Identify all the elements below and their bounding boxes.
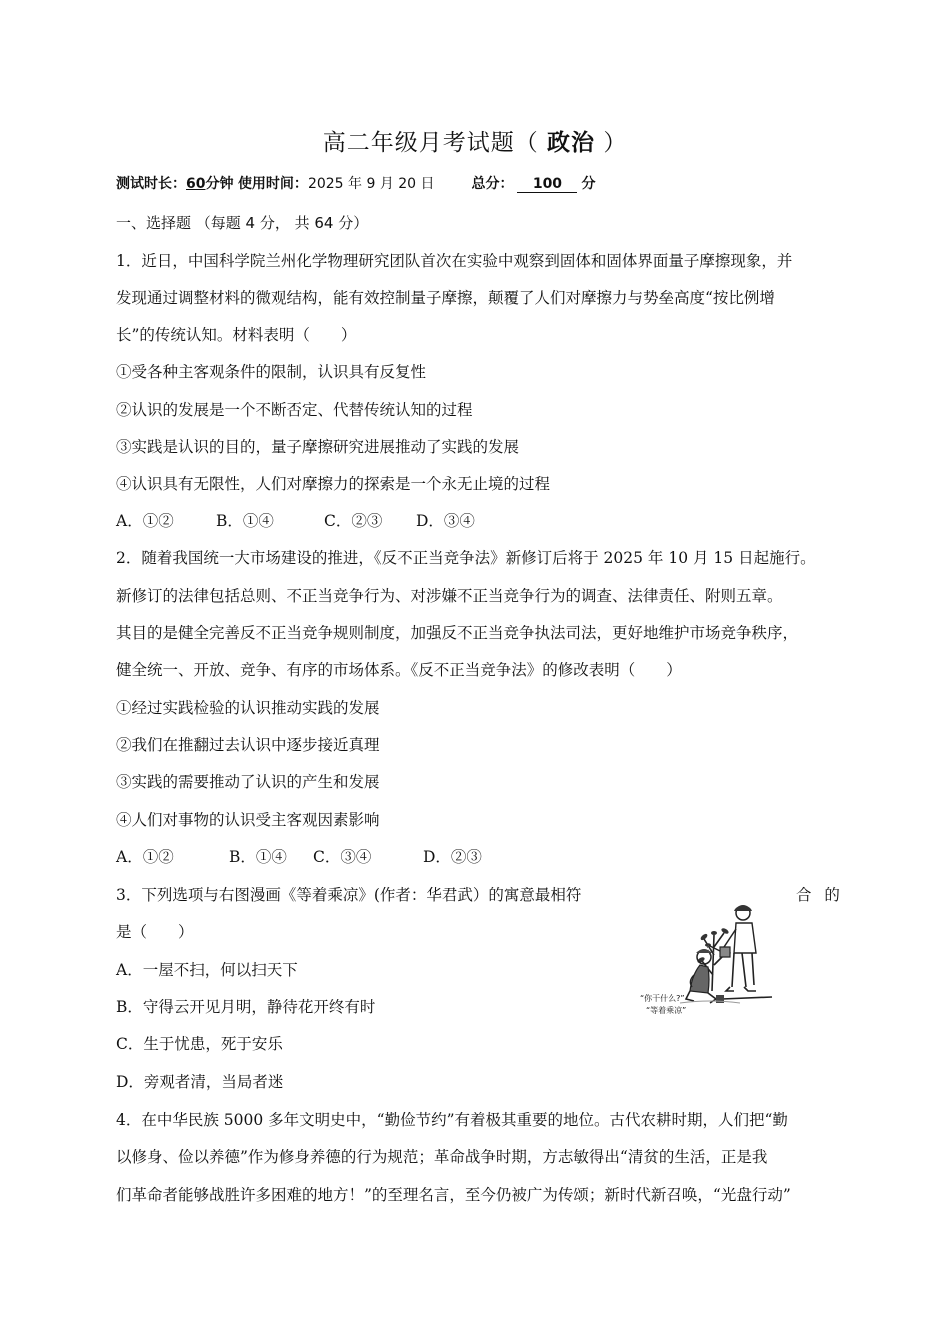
score-value: 100: [517, 176, 577, 193]
cartoon-caption-2: “等着乘凉”: [646, 1006, 687, 1015]
q3-option-d: D．旁观者清，当局者迷: [116, 1073, 284, 1091]
q2-option-b: B．①④: [229, 848, 287, 866]
q2-line: 健全统一、开放、竞争、有序的市场体系。《反不正当竞争法》的修改表明（ ）: [116, 661, 682, 679]
q1-line: 1．近日，中国科学院兰州化学物理研究团队首次在实验中观察到固体和固体界面量子摩擦现象，并: [116, 252, 793, 270]
q1-item: ③实践是认识的目的，量子摩擦研究进展推动了实践的发展: [116, 438, 520, 456]
cartoon-drawing: [630, 895, 780, 1020]
cartoon-caption-1: “你干什么?”: [640, 994, 685, 1003]
score-unit: 分: [581, 176, 596, 192]
page-title: [0, 124, 950, 157]
q3-line: 3．下列选项与右图漫画《等着乘凉》(作者：华君武）的寓意最相符: [116, 886, 582, 904]
q1-line: 发现通过调整材料的微观结构，能有效控制量子摩擦，颠覆了人们对摩擦力与势垒高度“按比例增: [116, 289, 775, 307]
q3-option-b: B．守得云开见月明，静待花开终有时: [116, 998, 376, 1016]
q2-option-a: A．①②: [116, 848, 174, 866]
q3-line-right: 合 的: [796, 886, 840, 904]
q1-item: ①受各种主客观条件的限制，认识具有反复性: [116, 363, 427, 381]
q2-line: 其目的是健全完善反不正当竞争规则制度，加强反不正当竞争执法司法，更好地维护市场竞争秩序，: [116, 624, 799, 642]
q4-line: 以修身、俭以养德”作为修身养德的行为规范；革命战争时期，方志敏得出“清贫的生活，正是我: [116, 1148, 768, 1166]
section-heading: 一、选择题 （每题 4 分， 共 64 分）: [116, 214, 369, 232]
duration-unit: 分钟: [205, 176, 234, 192]
title-main: 高二年级月考试题（: [322, 130, 539, 156]
q1-option-d: D．③④: [416, 512, 475, 530]
q4-line: 4．在中华民族 5000 多年文明史中，“勤俭节约”有着极其重要的地位。古代农耕时期，人们把“勤: [116, 1111, 788, 1129]
exam-meta: [116, 173, 595, 193]
q3-option-a: A．一屋不扫，何以扫天下: [116, 961, 298, 979]
q2-option-c: C．③④: [313, 848, 372, 866]
title-close: ）: [603, 130, 628, 156]
q2-line: 新修订的法律包括总则、不正当竞争行为、对涉嫌不正当竞争行为的调查、法律责任、附则五章。: [116, 587, 783, 605]
q1-options: [116, 511, 475, 531]
q1-item: ②认识的发展是一个不断否定、代替传统认知的过程: [116, 401, 473, 419]
score-label: 总分：: [471, 176, 514, 192]
q2-options: [116, 847, 482, 867]
q3-option-c: C．生于忧患，死于安乐: [116, 1035, 283, 1053]
cartoon-image: [630, 895, 780, 1020]
q2-item: ③实践的需要推动了认识的产生和发展: [116, 773, 380, 791]
q2-line: 2．随着我国统一大市场建设的推进，《反不正当竞争法》新修订后将于 2025 年 10 月 15 日起施行。: [116, 549, 816, 567]
q2-item: ②我们在推翻过去认识中逐步接近真理: [116, 736, 380, 754]
q1-option-a: A．①②: [116, 512, 174, 530]
q4-line: 们革命者能够战胜许多困难的地方！”的至理名言，至今仍被广为传颂；新时代新召唤，“光盘行动”: [116, 1186, 791, 1204]
duration-label: 测试时长：: [116, 176, 186, 192]
date-label: 使用时间：: [237, 176, 308, 192]
q2-item: ①经过实践检验的认识推动实践的发展: [116, 699, 380, 717]
duration-value: 60: [186, 176, 206, 192]
q1-line: 长”的传统认知。材料表明（ ）: [116, 326, 357, 344]
q1-option-c: C．②③: [324, 512, 383, 530]
q1-item: ④认识具有无限性，人们对摩擦力的探索是一个永无止境的过程: [116, 475, 551, 493]
q1-option-b: B．①④: [216, 512, 274, 530]
title-subject: 政治: [547, 130, 595, 156]
q3-line: 是（ ）: [116, 923, 194, 941]
date-value: 2025 年 9 月 20 日: [307, 176, 435, 192]
q2-item: ④人们对事物的认识受主客观因素影响: [116, 811, 380, 829]
q2-option-d: D．②③: [423, 848, 482, 866]
